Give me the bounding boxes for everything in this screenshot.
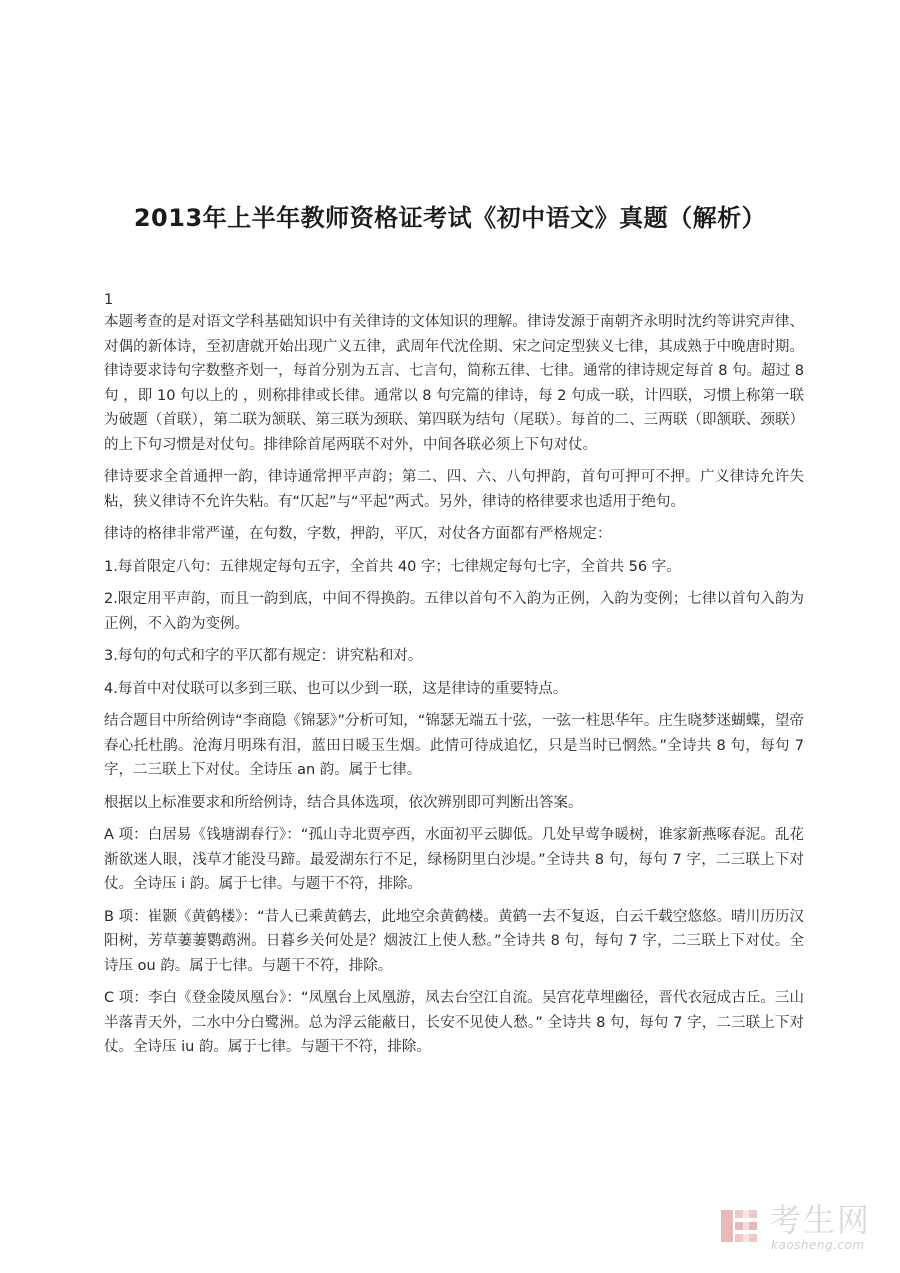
option-c-analysis: C 项：李白《登金陵凤凰台》：“凤凰台上凤凰游，凤去台空江自流。吴宫花草埋幽径，晋代衣冠成古丘。三山半落青天外，二水中分白鹭洲。总为浮云能蔽日，长安不见使人愁。” 全诗共 8 句，每句 7 字，二三联上下对仗。全诗压 iu 韵。属于七律。与题干不符，排除。 (104, 990, 804, 1055)
watermark-text: 考生网 (769, 1201, 872, 1239)
rule-item-2: 2.限定用平声韵，而且一韵到底，中间不得换韵。五律以首句不入韵为正例，入韵为变例；七律以首句入韵为正例，不入韵为变例。 (104, 591, 804, 632)
rule-item-3: 3.每句的句式和字的平仄都有规定：讲究粘和对。 (104, 648, 423, 664)
paragraph-method: 根据以上标准要求和所给例诗，结合具体选项，依次辨别即可判断出答案。 (104, 794, 583, 811)
watermark (717, 1200, 887, 1260)
kaosheng-logo-icon (717, 1204, 761, 1248)
question-number: 1 (104, 292, 114, 308)
option-b-analysis: B 项：崔颢《黄鹤楼》：“昔人已乘黄鹤去，此地空余黄鹤楼。黄鹤一去不复返，白云千载空悠悠。晴川历历汉阳树，芳草萋萋鹦鹉洲。日暮乡关何处是？烟波江上使人愁。”全诗共 8 句，每句 7 字，二三联上下对仗。全诗压 ou 韵。属于七律。与题干不符，排除。 (104, 908, 804, 974)
document-body (104, 290, 804, 1068)
paragraph-intro: 本题考查的是对语文学科基础知识中有关律诗的文体知识的理解。律诗发源于南朝齐永明时沈约等讲究声律、对偶的新体诗，至初唐就开始出现广义五律，武周年代沈佺期、宋之问定型狭义七律，其成熟于中晚唐时期。律诗要求诗句字数整齐划一，每首分别为五言、七言句，简称五律、七律。通常的律诗规定每首 8 句。超过 8 句 ，即 10 句以上的 ，则称排律或长律。通常以 8 句完篇的律诗，每 2 句成一联，计四联，习惯上称第一联为破题（首联），第二联为颔联、第三联为颈联、第四联为结句（尾联）。每首的二、三两联（即颔联、颈联）的上下句习惯是对仗句。排律除首尾两联不对外，中间各联必须上下句对仗。 (104, 314, 804, 453)
page-title: 2013年上半年教师资格证考试《初中语文》真题（解析） (133, 204, 767, 233)
rule-item-1: 1.每首限定八句：五律规定每句五字，全首共 40 字；七律规定每句七字，全首共 56 字。 (104, 558, 681, 575)
option-a-analysis: A 项：白居易《钱塘湖春行》：“孤山寺北贾亭西，水面初平云脚低。几处早莺争暖树，谁家新燕啄春泥。乱花渐欲迷人眼，浅草才能没马蹄。最爱湖东行不足，绿杨阴里白沙堤。”全诗共 8 句，每句 7 字，二三联上下对仗。全诗压 i 韵。属于七律。与题干不符，排除。 (104, 827, 804, 892)
watermark-domain: kaosheng.com (771, 1238, 865, 1252)
paragraph-rhyme: 律诗要求全首通押一韵，律诗通常押平声韵；第二、四、六、八句押韵，首句可押可不押。广义律诗允许失粘，狭义律诗不允许失粘。有“仄起”与“平起”两式。另外，律诗的格律要求也适用于绝句。 (104, 469, 804, 510)
paragraph-example-analysis: 结合题目中所给例诗“李商隐《锦瑟》”分析可知，“锦瑟无端五十弦，一弦一柱思华年。庄生晓梦迷蝴蝶，望帝春心托杜鹃。沧海月明珠有泪，蓝田日暖玉生烟。此情可待成追忆，只是当时已惘然。”全诗共 8 句，每句 7 字，二三联上下对仗。全诗压 an 韵。属于七律。 (104, 713, 804, 778)
rule-item-4: 4.每首中对仗联可以多到三联、也可以少到一联，这是律诗的重要特点。 (104, 680, 568, 697)
paragraph-rules-lead: 律诗的格律非常严谨，在句数，字数，押韵，平仄，对仗各方面都有严格规定： (104, 526, 612, 542)
